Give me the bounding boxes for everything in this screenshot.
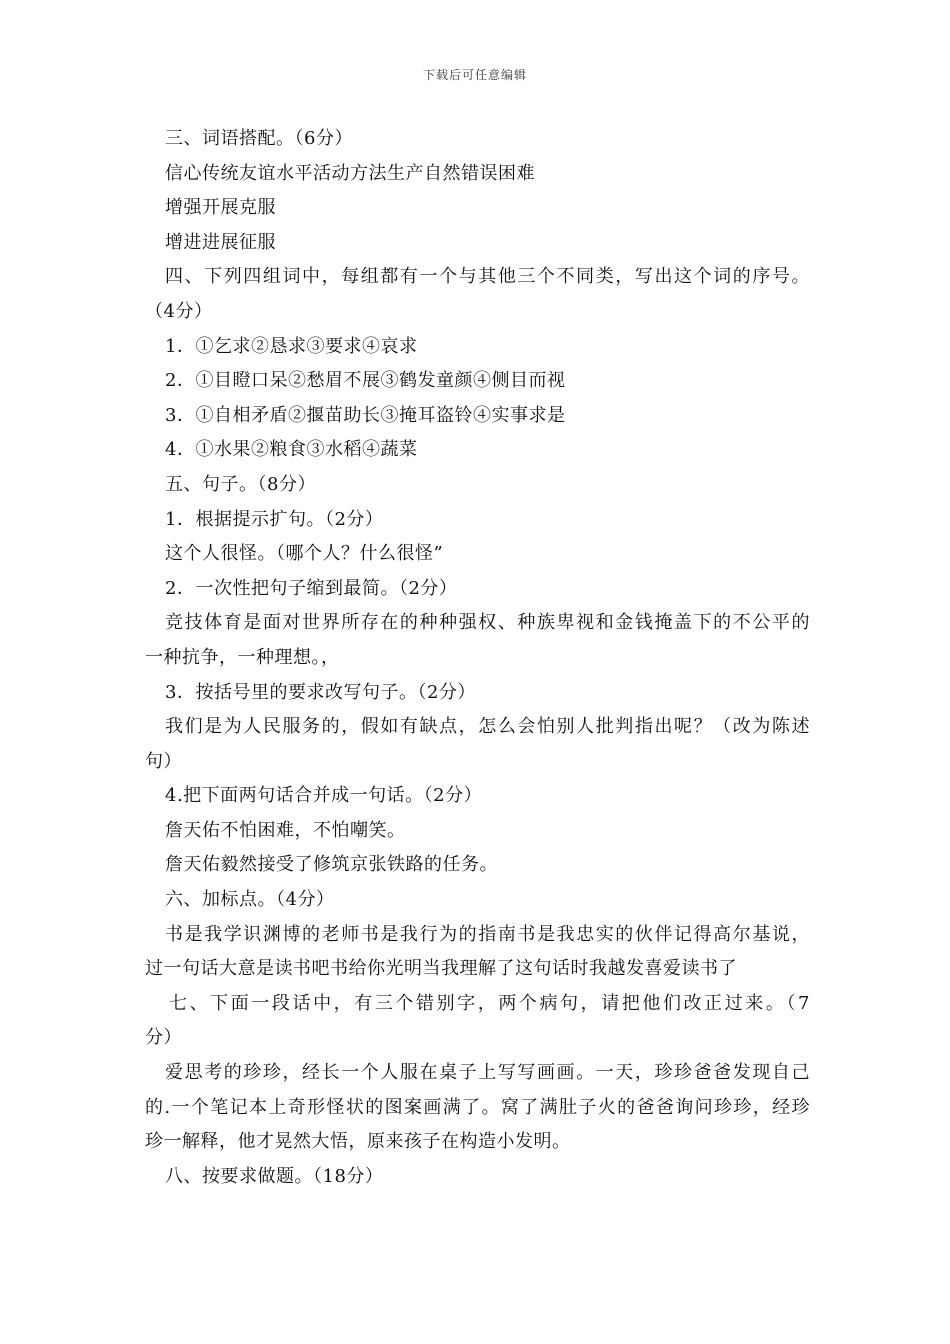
text-line: 詹天佑不怕困难，不怕嘲笑。 — [165, 819, 406, 841]
text-line: 三、词语搭配。（6分） — [165, 128, 353, 149]
text-line: 2．①目瞪口呆②愁眉不展③鹤发童颜④侧目而视 — [165, 370, 566, 392]
text-line: 分） — [145, 1027, 182, 1049]
text-line: 八、按要求做题。（18分） — [165, 1165, 384, 1187]
text-line: 1．根据提示扩句。（2分） — [165, 508, 384, 530]
text-line: （4分） — [145, 300, 213, 322]
text-line: 增进进展征服 — [165, 231, 276, 253]
text-line: 四、下列四组词中，每组都有一个与其他三个不同类，写出这个词的序号。 — [165, 266, 810, 288]
text-line: 4.把下面两句话合并成一句话。（2分） — [165, 785, 483, 807]
text-line: 信心传统友谊水平活动方法生产自然错误困难 — [165, 162, 535, 184]
text-line: 过一句话大意是读书吧书给你光明当我理解了这句话时我越发喜爱读书了 — [145, 958, 737, 980]
text-line: 4．①水果②粮食③水稻④蔬菜 — [165, 439, 418, 461]
text-line: 我们是为人民服务的，假如有缺点，怎么会怕别人批判指出呢？（改为陈述 — [165, 716, 810, 738]
text-line: 珍一解释，他才晃然大悟，原来孩子在构造小发明。 — [145, 1131, 571, 1153]
text-line: 五、句子。（8分） — [165, 473, 316, 495]
text-line: 爱思考的珍珍，经长一个人服在桌子上写写画画。一天，珍珍爸爸发现自己 — [165, 1062, 810, 1084]
text-line: 1．①乞求②恳求③要求④哀求 — [165, 335, 418, 357]
text-line: 七、下面一段话中，有三个错别字，两个病句，请把他们改正过来。（7 — [169, 992, 810, 1014]
text-line: 3．①自相矛盾②揠苗助长③掩耳盗铃④实事求是 — [165, 404, 566, 426]
text-line: 竞技体育是面对世界所存在的种种强权、种族卑视和金钱掩盖下的不公平的 — [165, 612, 810, 634]
text-line: 句） — [145, 750, 182, 772]
text-line: 这个人很怪。（哪个人？什么很怪” — [165, 543, 444, 565]
text-line: 2．一次性把句子缩到最简。（2分） — [165, 577, 458, 599]
text-line: 3．按括号里的要求改写句子。（2分） — [165, 681, 476, 703]
text-line: 书是我学识渊博的老师书是我行为的指南书是我忠实的伙伴记得高尔基说， — [165, 923, 810, 945]
document-body — [145, 122, 810, 1194]
text-line: 一种抗争，一种理想。， — [145, 646, 340, 668]
text-line: 的.一个笔记本上奇形怪状的图案画满了。窝了满肚子火的爸爸询问珍珍，经珍 — [145, 1096, 810, 1118]
text-line: 六、加标点。（4分） — [165, 889, 335, 911]
text-line: 增强开展克服 — [165, 197, 276, 219]
text-line: 詹天佑毅然接受了修筑京张铁路的任务。 — [165, 854, 498, 876]
page-header: 下载后可任意编辑 — [422, 68, 527, 82]
